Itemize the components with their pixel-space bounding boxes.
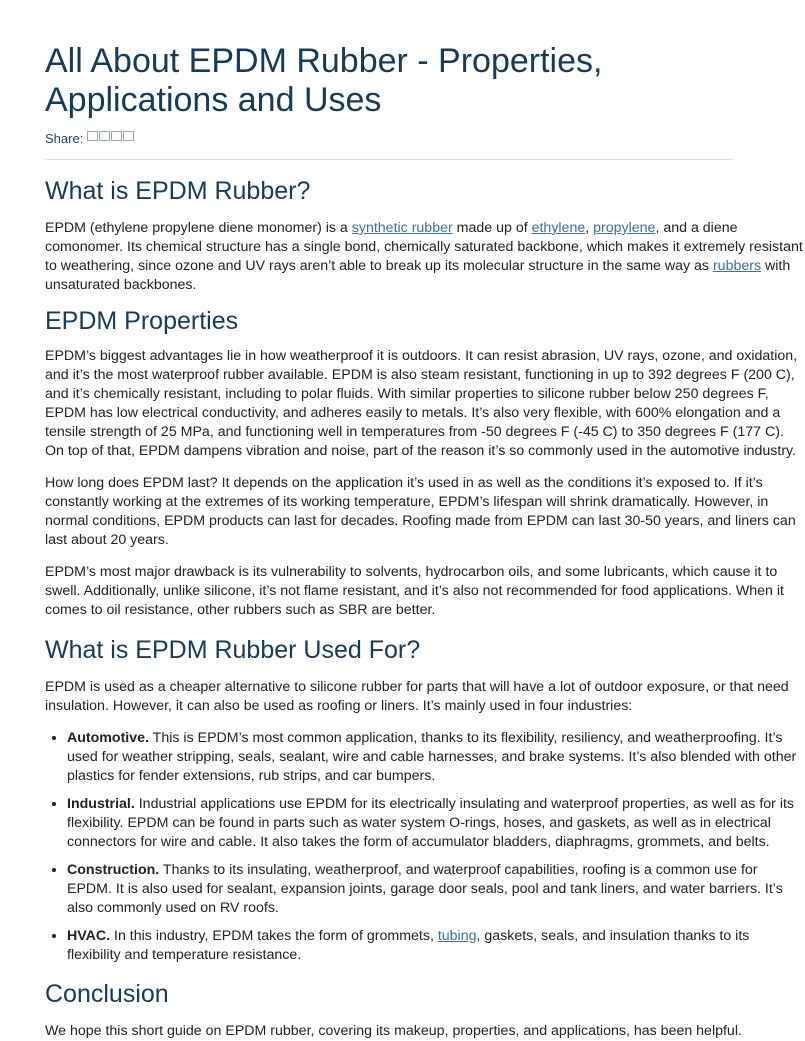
- list-item-text: Thanks to its insulating, weatherproof, and waterproof capabilities, roofing is a common use for EPDM. It is also used for sealant, expansion joints, garage door seals, pool and tank liners, and water barriers. It’s also commonly used on RV roofs.: [67, 862, 783, 916]
- title-divider: [45, 159, 733, 160]
- section-heading-uses: What is EPDM Rubber Used For?: [45, 636, 421, 664]
- list-item-label: Construction.: [67, 862, 160, 878]
- uses-intro: EPDM is used as a cheaper alternative to silicone rubber for parts that will have a lot of outdoor exposure, or that need insulation. However, it can also be used as roofing or liners. It’s mainly used in four industries:: [45, 679, 789, 714]
- text-fragment: made up of: [452, 220, 532, 236]
- list-item-label: Industrial.: [67, 796, 135, 812]
- list-item-text: In this industry, EPDM takes the form of grommets,: [110, 928, 438, 944]
- properties-paragraph-1: EPDM’s biggest advantages lie in how weatherproof it is outdoors. It can resist abrasion, UV rays, ozone, and oxidation, and it’s the most waterproof rubber available. EPDM is also steam resistant, functioning in up to 392 degrees F (200 C), and it’s chemically resistant, including to polar fluids. With similar properties to silicone rubber below 250 degrees F, EPDM has low electrical conductivity, and adheres easily to metals. It’s also very flexible, with 600% elongation and a tensile strength of 25 MPa, and functioning well in temperatures from -50 degrees F (-45 C) to 350 degrees F (177 C). On top of that, EPDM dampens vibration and noise, part of the reason it’s so commonly used in the automotive industry.: [45, 348, 798, 459]
- article-page: [45, 42, 803, 1039]
- share-icon[interactable]: [99, 131, 110, 141]
- rubbers-link[interactable]: rubbers: [712, 258, 762, 274]
- industries-list: [45, 729, 805, 965]
- text-fragment: EPDM (ethylene propylene diene monomer) is a: [45, 220, 352, 236]
- list-item-label: Automotive.: [67, 730, 149, 746]
- page-title: All About EPDM Rubber - Properties, Applications and Uses: [45, 42, 603, 119]
- list-item-hvac: [67, 927, 805, 965]
- synthetic-rubber-link[interactable]: synthetic rubber: [351, 220, 453, 236]
- what-paragraph: [45, 219, 805, 295]
- share-label: Share:: [45, 131, 84, 146]
- share-icon[interactable]: [87, 131, 98, 141]
- text-fragment: ,: [585, 220, 594, 236]
- list-item-text: Industrial applications use EPDM for its electrically insulating and waterproof properties, as well as for its flexibility. EPDM can be found in parts such as water system O-rings, hoses, and gaskets, as well as in electrical connectors for wire and cable. It also takes the form of accumulator bladders, diaphragms, grommets, and belts.: [67, 796, 795, 850]
- article-content: [45, 42, 805, 1041]
- list-item-text: , gaskets, seals, and insulation thanks to its flexibility and temperature resistance.: [67, 928, 750, 963]
- propylene-link[interactable]: propylene: [593, 220, 656, 236]
- text-fragment: , and a diene comonomer. Its chemical structure has a single bond, chemically saturated backbone, which makes it extremely resistant to weathering, since ozone and UV rays aren’t able to break up its molecular structure in the same way as: [45, 220, 803, 274]
- conclusion-paragraph: We hope this short guide on EPDM rubber, covering its makeup, properties, and applications, has been helpful.: [45, 1023, 742, 1039]
- list-item-text: This is EPDM’s most common application, thanks to its flexibility, resiliency, and weatherproofing. It’s used for weather stripping, seals, sealant, wire and cable harnesses, and brake systems. It’s also blended with other plastics for fender extensions, rub strips, and car bumpers.: [67, 730, 797, 784]
- properties-paragraph-3: EPDM’s most major drawback is its vulnerability to solvents, hydrocarbon oils, and some lubricants, which cause it to swell. Additionally, unlike silicone, it’s not flame resistant, and it’s also not recommended for food applications. When it comes to oil resistance, other rubbers such as SBR are better.: [45, 564, 784, 618]
- share-bar: [45, 131, 805, 146]
- text-fragment: with unsaturated backbones.: [45, 258, 791, 293]
- share-icons: [87, 131, 134, 141]
- share-icon[interactable]: [123, 131, 134, 141]
- section-heading-conclusion: Conclusion: [45, 980, 169, 1008]
- tubing-link[interactable]: tubing: [437, 928, 477, 944]
- share-icon[interactable]: [111, 131, 122, 141]
- ethylene-link[interactable]: ethylene: [531, 220, 586, 236]
- list-item-construction: [67, 861, 805, 918]
- section-heading-what: What is EPDM Rubber?: [45, 177, 311, 205]
- section-heading-properties: EPDM Properties: [45, 307, 239, 335]
- properties-paragraph-2: How long does EPDM last? It depends on the application it’s used in as well as the conditions it’s exposed to. If it’s constantly working at the extremes of its working temperature, EPDM’s lifespan will shrink dramatically. However, in normal conditions, EPDM products can last for decades. Roofing made from EPDM can last 30-50 years, and liners can last about 20 years.: [45, 475, 796, 548]
- list-item-label: HVAC.: [67, 928, 111, 944]
- list-item-automotive: [67, 729, 805, 786]
- list-item-industrial: [67, 795, 805, 852]
